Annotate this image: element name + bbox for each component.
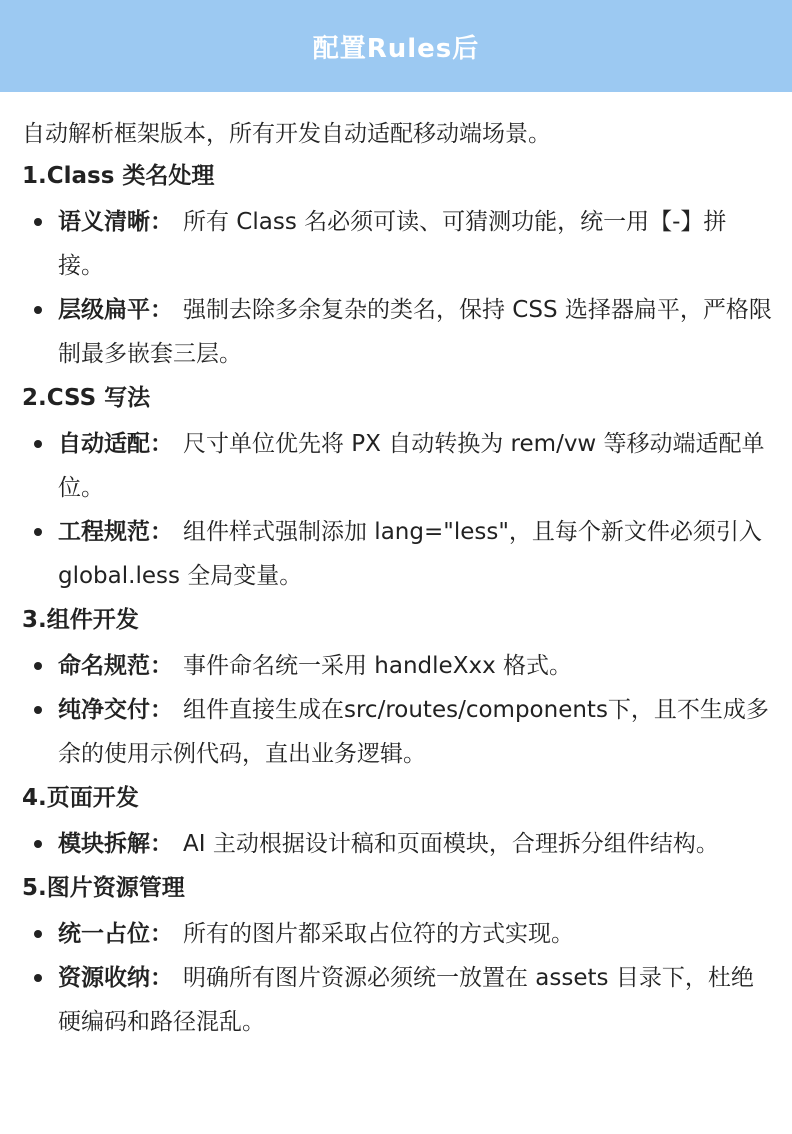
item-text: 尺寸单位优先将 PX 自动转换为 rem/vw 等移动端适配单位。 <box>58 431 765 501</box>
bullet-icon <box>34 440 42 448</box>
bullet-icon <box>34 306 42 314</box>
section-title: 3.组件开发 <box>22 607 139 633</box>
item-text: 明确所有图片资源必须统一放置在 assets 目录下，杜绝硬编码和路径混乱。 <box>58 965 754 1035</box>
item-label: 语义清晰： <box>58 209 173 235</box>
item-label: 统一占位： <box>58 921 173 947</box>
list-item <box>22 510 772 598</box>
item-label: 命名规范： <box>58 653 173 679</box>
item-label: 自动适配： <box>58 431 173 457</box>
header-banner <box>0 0 792 92</box>
bullet-icon <box>34 662 42 670</box>
item-text: 组件样式强制添加 lang="less"，且每个新文件必须引入 global.less 全局变量。 <box>58 519 762 589</box>
bullet-icon <box>34 706 42 714</box>
list-item <box>22 688 772 776</box>
bullet-icon <box>34 218 42 226</box>
section-title: 2.CSS 写法 <box>22 385 151 411</box>
list-item <box>22 912 772 956</box>
section-2 <box>22 378 772 598</box>
item-label: 层级扁平： <box>58 297 173 323</box>
item-text: 事件命名统一采用 handleXxx 格式。 <box>183 653 572 679</box>
list-item <box>22 422 772 510</box>
section-title: 4.页面开发 <box>22 785 139 811</box>
item-text: 所有的图片都采取占位符的方式实现。 <box>183 921 574 947</box>
item-text: 组件直接生成在src/routes/components下，且不生成多余的使用示例代码，直出业务逻辑。 <box>58 697 769 767</box>
item-text: 强制去除多余复杂的类名，保持 CSS 选择器扁平，严格限制最多嵌套三层。 <box>58 297 772 367</box>
item-text: 所有 Class 名必须可读、可猜测功能，统一用【-】拼接。 <box>58 209 727 279</box>
document-body <box>0 92 792 1044</box>
list-item <box>22 644 772 688</box>
item-label: 资源收纳： <box>58 965 173 991</box>
item-label: 纯净交付： <box>58 697 173 723</box>
bullet-icon <box>34 974 42 982</box>
list-item <box>22 200 772 288</box>
section-1 <box>22 156 772 376</box>
section-4 <box>22 778 772 866</box>
section-title: 1.Class 类名处理 <box>22 163 215 189</box>
item-label: 模块拆解： <box>58 831 173 857</box>
item-label: 工程规范： <box>58 519 173 545</box>
page-title: 配置Rules后 <box>312 33 480 64</box>
list-item <box>22 822 772 866</box>
intro-text: 自动解析框架版本，所有开发自动适配移动端场景。 <box>22 121 551 147</box>
bullet-icon <box>34 840 42 848</box>
list-item <box>22 288 772 376</box>
bullet-icon <box>34 930 42 938</box>
section-5 <box>22 868 772 1044</box>
section-title: 5.图片资源管理 <box>22 875 185 901</box>
section-3 <box>22 600 772 776</box>
bullet-icon <box>34 528 42 536</box>
list-item <box>22 956 772 1044</box>
item-text: AI 主动根据设计稿和页面模块，合理拆分组件结构。 <box>183 831 719 857</box>
